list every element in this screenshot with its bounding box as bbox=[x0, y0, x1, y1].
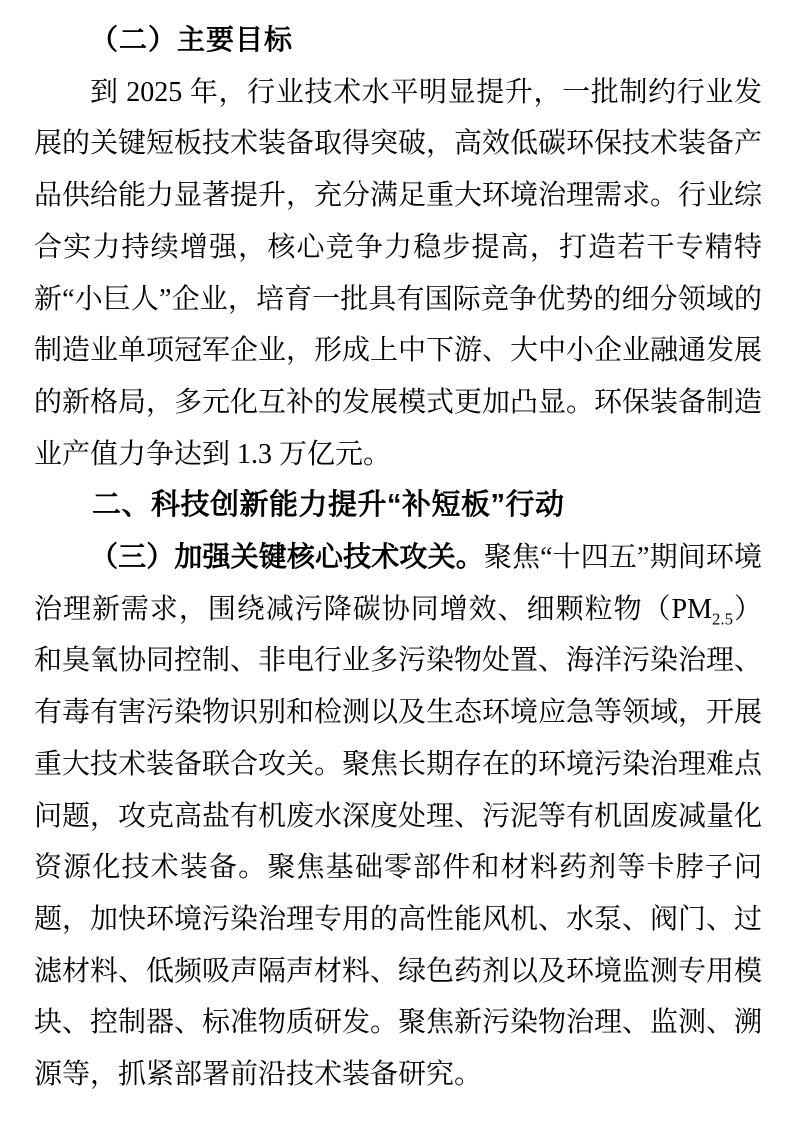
paragraph-key-tech bbox=[34, 532, 762, 1101]
subsection-heading-main-goals: （二）主要目标 bbox=[90, 25, 294, 56]
paragraph-main-goals: 到 2025 年，行业技术水平明显提升，一批制约行业发展的关键短板技术装备取得突破，高效低碳环保技术装备产品供给能力显著提升，充分满足重大环境治理需求。行业综合实力持续增强，核心竞争力稳步提高，打造若干专精特新“小巨人”企业，培育一批具有国际竞争优势的细分领域的制造业单项冠军企业，形成上中下游、大中小企业融通发展的新格局，多元化互补的发展模式更加凸显。环保装备制造业产值力争达到 1.3 万亿元。 bbox=[34, 76, 763, 470]
section-heading-action: 二、科技创新能力提升“补短板”行动 bbox=[92, 489, 565, 522]
paragraph-lead-bold: （三）加强关键核心技术攻关。 bbox=[90, 542, 484, 574]
paragraph-text-after-subscript: ）和臭氧协同控制、非电行业多污染物处置、海洋污染治理、有毒有害污染物识别和检测以及生态环境应急等领域，开展重大技术装备联合攻关。聚焦长期存在的环境污染治理难点问题，攻克高盐有机废水深度处理、污泥等有机固废减量化资源化技术装备。聚焦基础零部件和材料药剂等卡脖子问题，加快环境污染治理专用的高性能风机、水泵、阀门、过滤材料、低频吸声隔声材料、绿色药剂以及环境监测专用模块、控制器、标准物质研发。聚焦新污染物治理、监测、溯源等，抓紧部署前沿技术装备研究。 bbox=[34, 593, 763, 1091]
paragraph-text-before-subscript: 聚焦“十四五”期间环境治理新需求，围绕减污降碳协同增效、细颗粒物（PM bbox=[34, 542, 762, 625]
pm25-subscript: 2.5 bbox=[712, 609, 733, 629]
